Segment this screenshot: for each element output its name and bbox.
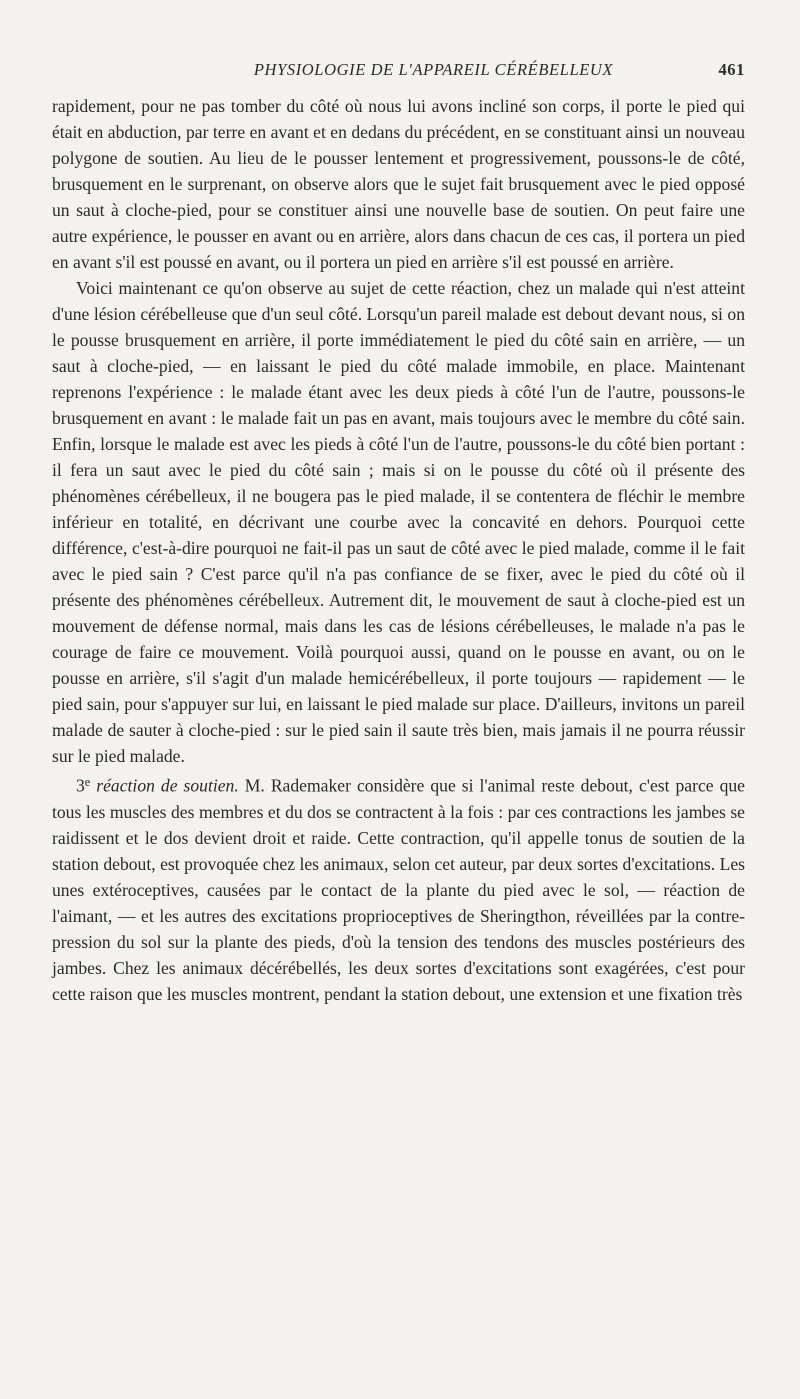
paragraph-continued: rapidement, pour ne pas tomber du côté où nous lui avons incliné son corps, il porte le pied qui était en abduction, par terre en avant et en dedans du précédent, en se constituant ainsi un nouveau polygone de soutien. Au lieu de le pousser lentement et progressivement, poussons-le de côté, brusquement en le surprenant, on observe alors que le sujet fait brusquement avec le pied opposé un saut à cloche-pied, pour se constituer ainsi une nouvelle base de soutien. On peut faire une autre expérience, le pousser en avant ou en arrière, alors dans chacun de ces cas, il portera un pied en avant s'il est poussé en avant, ou il portera un pied en arrière s'il est poussé en arrière. bbox=[52, 96, 745, 272]
section-heading: réaction de soutien. bbox=[96, 775, 239, 796]
running-head bbox=[52, 60, 745, 84]
section-ordinal: e bbox=[84, 775, 91, 789]
paragraph-support-reaction bbox=[52, 769, 745, 1007]
running-title: PHYSIOLOGIE DE L'APPAREIL CÉRÉBELLEUX bbox=[253, 60, 614, 79]
section-text: M. Rademaker considère que si l'animal reste debout, c'est parce que tous les muscles des membres et du dos se contractent à la fois : par ces contractions les jambes se raidissent et le dos devient droit et raide. Cette contraction, qu'il appelle tonus de soutien de la station debout, est provoquée chez les animaux, selon cet auteur, par deux sortes d'excitations. Les unes extéroceptives, causées par le contact de la plante du pied avec le sol, — réaction de l'aimant, — et les autres des excitations proprioceptives de Sheringthon, réveillées par la contre-pression du sol sur la plante des pieds, d'où la tension des tendons des muscles postérieurs des jambes. Chez les animaux décérébellés, les deux sortes d'excitations sont exagérées, c'est pour cette raison que les muscles montrent, pendant la station debout, une extension et une fixation très bbox=[52, 775, 745, 1004]
section-number: 3 bbox=[76, 775, 85, 796]
page-number: 461 bbox=[718, 60, 745, 79]
paragraph-unilateral-lesion: Voici maintenant ce qu'on observe au sujet de cette réaction, chez un malade qui n'est atteint d'une lésion cérébelleuse que d'un seul côté. Lorsqu'un pareil malade est debout devant nous, si on le pousse brusquement en arrière, il porte immédiatement le pied du côté sain en arrière, — un saut à cloche-pied, — en laissant le pied du côté malade immobile, en place. Maintenant reprenons l'expérience : le malade étant avec les deux pieds à côté l'un de l'autre, poussons-le brusquement en avant : le malade fait un pas en avant, mais toujours avec le membre du côté sain. Enfin, lorsque le malade est avec les pieds à côté l'un de l'autre, poussons-le du côté bien portant : il fera un saut avec le pied du côté sain ; mais si on le pousse du côté où il présente des phénomènes cérébelleux, il ne bougera pas le pied malade, il se contentera de fléchir le membre inférieur en totalité, en décrivant une courbe avec la concavité en dehors. Pourquoi cette différence, c'est-à-dire pourquoi ne fait-il pas un saut de côté avec le pied malade, comme il le fait avec le pied sain ? C'est parce qu'il n'a pas confiance de se fixer, avec le pied du côté où il présente des phénomènes cérébelleux. Autrement dit, le mouvement de saut à cloche-pied est un mouvement de défense normal, mais dans les cas de lésions cérébelleuses, le malade n'a pas le courage de faire ce mouvement. Voilà pourquoi aussi, quand on le pousse en avant, ou on le pousse en arrière, s'il s'agit d'un malade hemicérébelleux, il porte toujours — rapidement — le pied sain, pour s'appuyer sur lui, en laissant le pied malade sur place. D'ailleurs, invitons un pareil malade de sauter à cloche-pied : sur le pied sain il saute très bien, mais jamais il ne pourra réussir sur le pied malade. bbox=[52, 278, 745, 766]
body-text bbox=[52, 93, 745, 1007]
